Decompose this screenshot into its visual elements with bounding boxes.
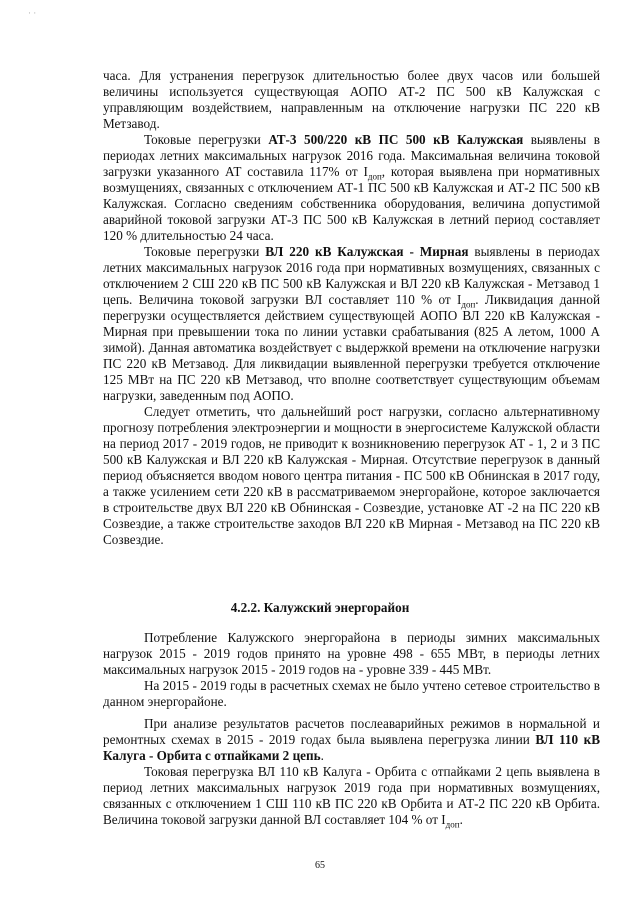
paragraph: Токовая перегрузка ВЛ 110 кВ Калуга - Орбита с отпайками 2 цепь выявлена в период летних максимальных нагрузок 2019 года при нормативных возмущениях, связанных с отключением 1 СШ 110 кВ ПС 220 кВ Орбита и АТ-2 ПС 220 кВ Орбита. Величина токовой загрузки данной ВЛ составляет 104 % от $I_{доп}$. [103,764,600,830]
corner-mark: · · [28,8,37,18]
paragraph: Токовые перегрузки ВЛ 220 кВ Калужская - Мирная выявлены в периодах летних максимальных нагрузок 2016 года при нормативных возмущениях, связанных с отключением 2 СШ 220 кВ ПС 500 кВ Калужская и ВЛ 220 кВ Калужская - Метзавод 1 цепь. Величина токовой загрузки ВЛ составляет 110 % от $I_{доп}$. Ликвидация данной перегрузки осуществляется действием существующей АОПО ВЛ 220 кВ Калужская - Мирная при превышении тока по линии уставки срабатывания (825 А летом, 1000 А зимой). Данная автоматика воздействует с выдержкой времени на отключение нагрузки ПС 220 кВ Метзавод. Для ликвидации выявленной перегрузки требуется отключение 125 МВт на ПС 220 кВ Метзавод, что вполне соответствует существующим объемам нагрузки, заведенным под АОПО. [103,244,601,403]
paragraph: часа. Для устранения перегрузок длительностью более двух часов или большей величины используется существующая АОПО АТ-2 ПС 500 кВ Калужская с управляющим воздействием, направленным на отключение нагрузки ПС 220 кВ Метзавод. [103,68,600,131]
paragraph: На 2015 - 2019 годы в расчетных схемах не было учтено сетевое строительство в данном энергорайоне. [103,678,600,709]
paragraph: Токовые перегрузки АТ-3 500/220 кВ ПС 500 кВ Калужская выявлены в периодах летних максимальных нагрузок 2016 года. Максимальная величина токовой загрузки указанного АТ составила 117% от $I_{доп}$, которая выявлена при нормативных возмущениях, связанных с отключением АТ-1 ПС 500 кВ Калужская и АТ-2 ПС 500 кВ Калужская. Согласно сведениям собственника оборудования, величина допустимой аварийной токовой загрузки АТ-3 ПС 500 кВ Калужская в летний период составляет 120 % длительностью 24 часа. [103,132,601,243]
paragraph: Следует отметить, что дальнейший рост нагрузки, согласно альтернативному прогнозу потребления электроэнергии и мощности в энергосистеме Калужской области на период 2017 - 2019 годов, не приводит к возникновению перегрузок АТ - 1, 2 и 3 ПС 500 кВ Калужская и ВЛ 220 кВ Калужская - Мирная. Отсутствие перегрузок в данный период объясняется вводом нового центра питания - ПС 500 кВ Обнинская в 2017 году, а также усилением сети 220 кВ в рассматриваемом энергорайоне, которое заключается в строительстве двух ВЛ 220 кВ Обнинская - Созвездие, установке АТ -2 на ПС 220 кВ Созвездие, а также строительстве заходов ВЛ 220 кВ Мирная - Метзавод на ПС 220 кВ Созвездие. [103,404,600,547]
bold-term: ВЛ 110 кВ Калуга - Орбита с отпайками 2 цепь [103,732,600,763]
body-text-top [103,68,600,548]
bold-term: ВЛ 220 кВ Калужская - Мирная [265,244,469,259]
paragraph: Потребление Калужского энергорайона в периоды зимних максимальных нагрузок 2015 - 2019 годов принято на уровне 498 - 655 МВт, в периоды летних максимальных нагрузок 2015 - 2019 годов на - уровне 339 - 445 МВт. [103,630,600,677]
paragraph: При анализе результатов расчетов послеаварийных режимов в нормальной и ремонтных схемах в 2015 - 2019 годах была выявлена перегрузка линии ВЛ 110 кВ Калуга - Орбита с отпайками 2 цепь. [103,716,600,763]
bold-term: АТ-3 500/220 кВ ПС 500 кВ Калужская [268,132,524,147]
section-heading: 4.2.2. Калужский энергорайон [230,600,410,615]
body-text-bottom [103,630,600,828]
page-number: 65 [315,860,325,871]
